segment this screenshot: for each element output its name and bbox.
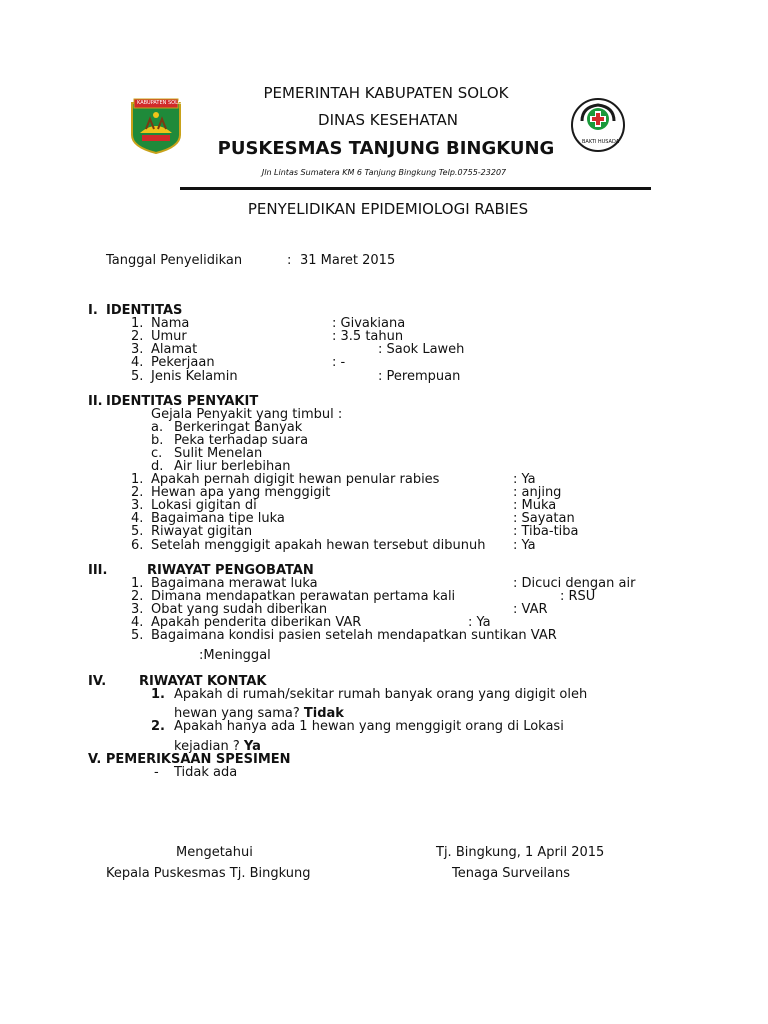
signature-left-line1: Mengetahui bbox=[176, 845, 253, 860]
penyakit-row-label: Bagaimana tipe luka bbox=[151, 511, 285, 526]
section-identitas-number: I. bbox=[88, 303, 98, 318]
pengobatan-row-num: 5. bbox=[131, 628, 144, 643]
section-penyakit-heading: IDENTITAS PENYAKIT bbox=[106, 394, 259, 409]
spesimen-bullet: - bbox=[154, 765, 159, 780]
header-puskesmas-name: PUSKESMAS TANJUNG BINGKUNG bbox=[217, 138, 555, 159]
bakti-husada-logo-text: BAKTI HUSADA bbox=[582, 139, 620, 145]
signature-right-line1: Tj. Bingkung, 1 April 2015 bbox=[436, 845, 605, 860]
pengobatan-row-label: Dimana mendapatkan perawatan pertama kali bbox=[151, 589, 456, 604]
header-divider bbox=[180, 187, 651, 190]
identitas-row-num: 4. bbox=[131, 355, 144, 370]
kabupaten-solok-logo-text: KABUPATEN SOLOK bbox=[137, 100, 185, 106]
penyakit-row-label: Riwayat gigitan bbox=[151, 524, 253, 539]
symptom-letter: d. bbox=[151, 459, 164, 474]
symptom-text: Berkeringat Banyak bbox=[174, 420, 303, 435]
pengobatan-row-label: Bagaimana kondisi pasien setelah mendapatkan suntikan VAR bbox=[151, 628, 557, 643]
pengobatan-row-label: Bagaimana merawat luka bbox=[151, 576, 318, 591]
penyakit-row-value: : Ya bbox=[513, 538, 536, 553]
penyakit-row-label: Hewan apa yang menggigit bbox=[151, 485, 331, 500]
pengobatan-condition-answer: :Meninggal bbox=[199, 648, 271, 663]
section-kontak-number: IV. bbox=[88, 674, 107, 689]
pengobatan-row-value: : Dicuci dengan air bbox=[513, 576, 636, 591]
identitas-row-label: Pekerjaan bbox=[151, 355, 215, 370]
section-kontak-heading: RIWAYAT KONTAK bbox=[139, 674, 267, 689]
identitas-row-value: : Givakiana bbox=[332, 316, 406, 331]
pengobatan-row-value: : Ya bbox=[468, 615, 491, 630]
section-spesimen-heading: V. PEMERIKSAAN SPESIMEN bbox=[88, 752, 291, 767]
date-value: 31 Maret 2015 bbox=[300, 253, 396, 268]
pengobatan-row-value: : RSU bbox=[560, 589, 596, 604]
section-penyakit-number: II. bbox=[88, 394, 103, 409]
pengobatan-row-num: 1. bbox=[131, 576, 144, 591]
kontak-answer: Tidak bbox=[303, 706, 344, 721]
pengobatan-row-num: 4. bbox=[131, 615, 144, 630]
pengobatan-row-label: Obat yang sudah diberikan bbox=[151, 602, 328, 617]
identitas-row-num: 1. bbox=[131, 316, 144, 331]
kontak-answer: Ya bbox=[243, 739, 261, 754]
pengobatan-row-num: 3. bbox=[131, 602, 144, 617]
document-title: PENYELIDIKAN EPIDEMIOLOGI RABIES bbox=[247, 200, 529, 218]
penyakit-row-value: : anjing bbox=[513, 485, 562, 500]
section-pengobatan-heading: RIWAYAT PENGOBATAN bbox=[147, 563, 314, 578]
date-separator: : bbox=[287, 253, 292, 268]
penyakit-row-value: : Tiba-tiba bbox=[513, 524, 579, 539]
identitas-row-label: Umur bbox=[151, 329, 187, 344]
penyakit-row-num: 4. bbox=[131, 511, 144, 526]
symptoms-intro: Gejala Penyakit yang timbul : bbox=[151, 407, 343, 422]
section-identitas-heading: IDENTITAS bbox=[106, 303, 183, 318]
symptom-text: Peka terhadap suara bbox=[174, 433, 309, 448]
kontak-question-line2: hewan yang sama? bbox=[174, 706, 300, 721]
pengobatan-row-num: 2. bbox=[131, 589, 144, 604]
kontak-question-line2: kejadian ? bbox=[174, 739, 240, 754]
signature-left-line2: Kepala Puskesmas Tj. Bingkung bbox=[106, 866, 311, 881]
penyakit-row-label: Setelah menggigit apakah hewan tersebut dibunuh bbox=[151, 538, 486, 553]
header-address: Jln Lintas Sumatera KM 6 Tanjung Bingkung Telp.0755-23207 bbox=[261, 168, 507, 177]
penyakit-row-num: 3. bbox=[131, 498, 144, 513]
kontak-question-num: 1. bbox=[151, 687, 165, 702]
symptom-letter: b. bbox=[151, 433, 164, 448]
kontak-question-num: 2. bbox=[151, 719, 165, 734]
symptom-text: Air liur berlebihan bbox=[174, 459, 291, 474]
symptom-letter: a. bbox=[151, 420, 164, 435]
identitas-row-num: 3. bbox=[131, 342, 144, 357]
identitas-row-num: 2. bbox=[131, 329, 144, 344]
identitas-row-label: Nama bbox=[151, 316, 190, 331]
penyakit-row-value: : Sayatan bbox=[513, 511, 575, 526]
penyakit-row-label: Apakah pernah digigit hewan penular rabies bbox=[151, 472, 440, 487]
kontak-question-text: Apakah di rumah/sekitar rumah banyak orang yang digigit oleh bbox=[174, 687, 588, 702]
header-department: DINAS KESEHATAN bbox=[318, 111, 458, 129]
penyakit-row-value: : Muka bbox=[513, 498, 557, 513]
section-pengobatan-number: III. bbox=[88, 563, 108, 578]
symptom-text: Sulit Menelan bbox=[174, 446, 263, 461]
pengobatan-row-label: Apakah penderita diberikan VAR bbox=[151, 615, 362, 630]
penyakit-row-value: : Ya bbox=[513, 472, 536, 487]
signature-right-line2: Tenaga Surveilans bbox=[452, 866, 571, 881]
header-government: PEMERINTAH KABUPATEN SOLOK bbox=[263, 84, 509, 102]
identitas-row-value: : Perempuan bbox=[378, 369, 461, 384]
pengobatan-row-value: : VAR bbox=[513, 602, 548, 617]
identitas-row-label: Jenis Kelamin bbox=[151, 369, 238, 384]
penyakit-row-num: 6. bbox=[131, 538, 144, 553]
symptom-letter: c. bbox=[151, 446, 163, 461]
penyakit-row-label: Lokasi gigitan di bbox=[151, 498, 257, 513]
identitas-row-value: : Saok Laweh bbox=[378, 342, 465, 357]
identitas-row-num: 5. bbox=[131, 369, 144, 384]
identitas-row-label: Alamat bbox=[151, 342, 198, 357]
penyakit-row-num: 1. bbox=[131, 472, 144, 487]
penyakit-row-num: 5. bbox=[131, 524, 144, 539]
kontak-question-text: Apakah hanya ada 1 hewan yang menggigit orang di Lokasi bbox=[174, 719, 564, 734]
penyakit-row-num: 2. bbox=[131, 485, 144, 500]
date-label: Tanggal Penyelidikan bbox=[106, 253, 243, 268]
identitas-row-value: : - bbox=[332, 355, 346, 370]
identitas-row-value: : 3.5 tahun bbox=[332, 329, 404, 344]
spesimen-item: Tidak ada bbox=[174, 765, 238, 780]
